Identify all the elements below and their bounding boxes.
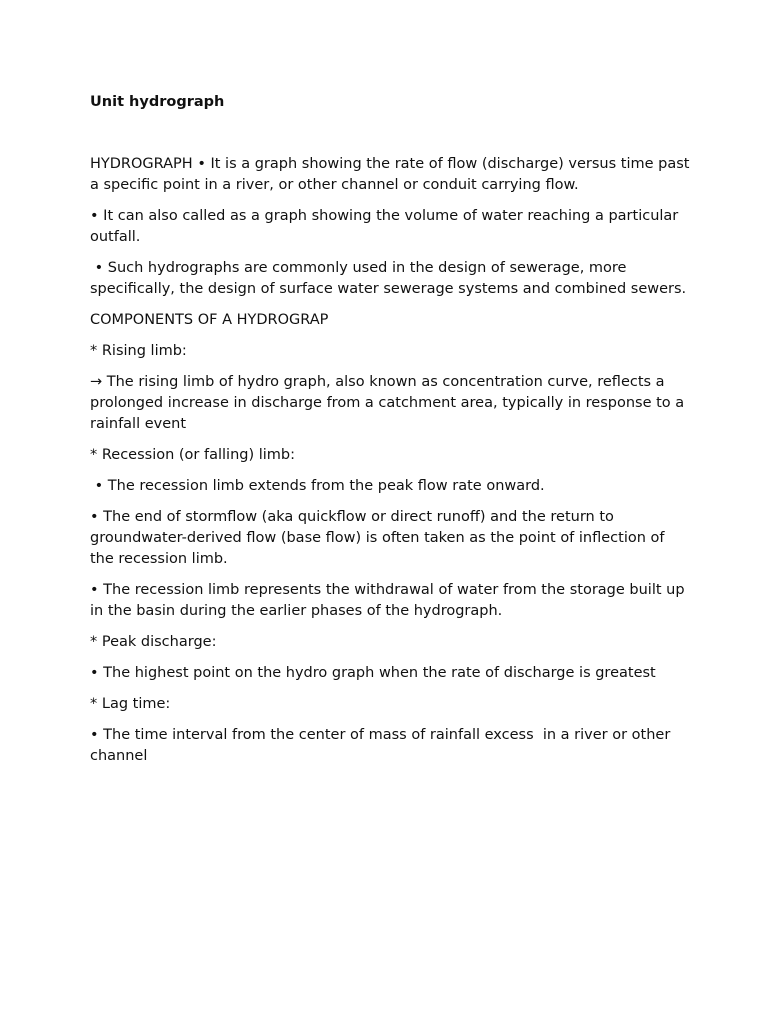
paragraph-rising-limb: → The rising limb of hydro graph, also known as concentration curve, reflects a prolonged increase in discharge from a catchment area, typically in response to a rainfall event bbox=[90, 374, 689, 432]
paragraph-volume-definition: • It can also called as a graph showing the volume of water reaching a particular outfall. bbox=[90, 208, 683, 245]
paragraph-stormflow-end: • The end of stormflow (aka quickflow or direct runoff) and the return to groundwater-derived flow (base flow) is often taken as the point of inflection of the recession limb. bbox=[90, 509, 670, 567]
subheading-lag-time: * Lag time: bbox=[90, 696, 171, 712]
document-page bbox=[90, 92, 695, 777]
paragraph-lag-time: • The time interval from the center of mass of rainfall excess in a river or other channel bbox=[90, 727, 675, 764]
subheading-rising-limb: * Rising limb: bbox=[90, 343, 187, 359]
paragraph-recession-extends: • The recession limb extends from the peak flow rate onward. bbox=[90, 478, 545, 494]
paragraph-peak-discharge: • The highest point on the hydro graph when the rate of discharge is greatest bbox=[90, 665, 656, 681]
subheading-recession-limb: * Recession (or falling) limb: bbox=[90, 447, 296, 463]
section-heading-components: COMPONENTS OF A HYDROGRAP bbox=[90, 312, 329, 328]
document-title: Unit hydrograph bbox=[90, 94, 225, 110]
subheading-peak-discharge: * Peak discharge: bbox=[90, 634, 217, 650]
paragraph-sewerage-usage: • Such hydrographs are commonly used in the design of sewerage, more specifically, the design of surface water sewerage systems and combined sewers. bbox=[90, 260, 687, 297]
paragraph-hydrograph-definition: HYDROGRAPH • It is a graph showing the rate of flow (discharge) versus time past a specific point in a river, or other channel or conduit carrying flow. bbox=[90, 156, 695, 193]
paragraph-recession-withdrawal: • The recession limb represents the withdrawal of water from the storage built up in the basin during the earlier phases of the hydrograph. bbox=[90, 582, 690, 619]
